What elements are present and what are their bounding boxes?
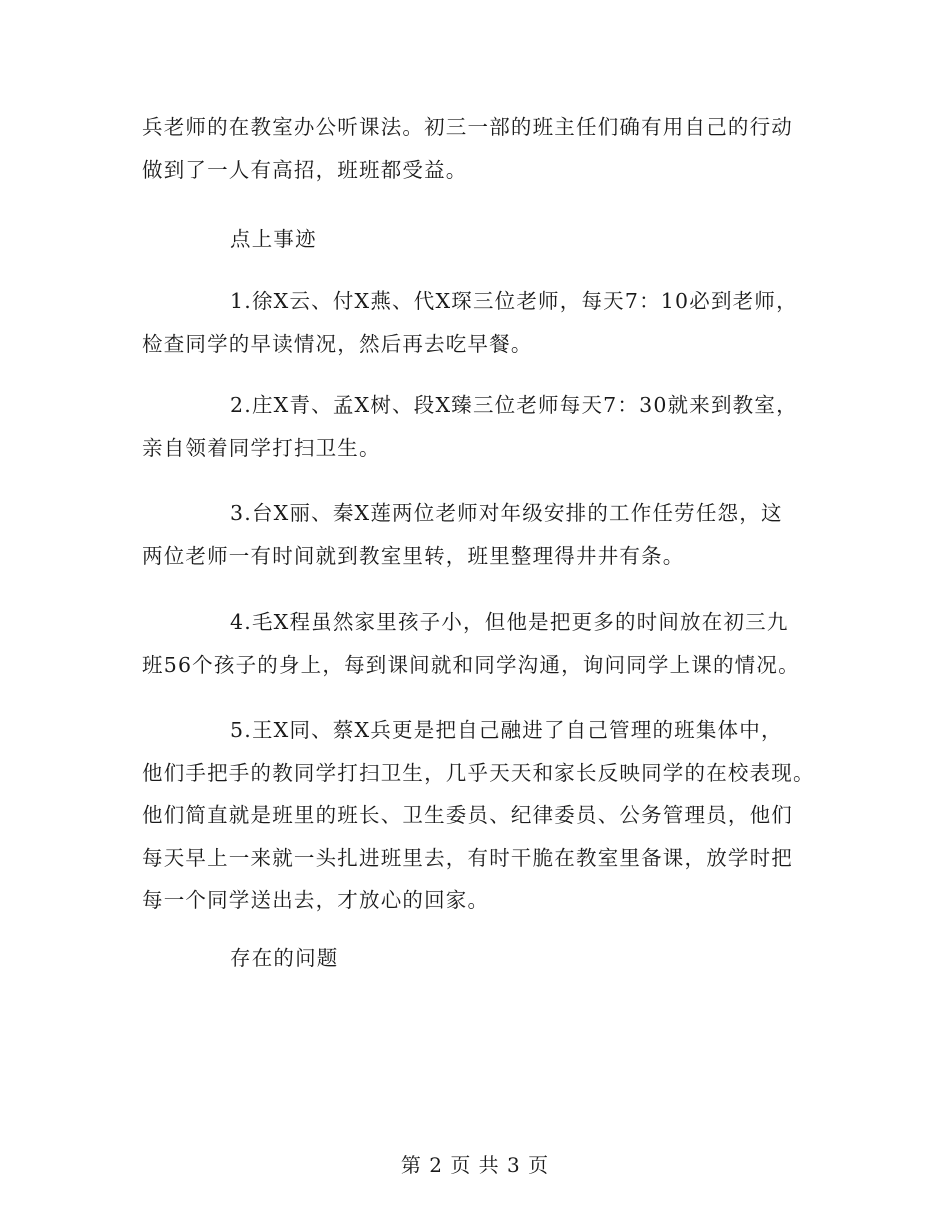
list-item-line: 每天早上一来就一头扎进班里去，有时干脆在教室里备课，放学时把 — [142, 846, 793, 870]
list-item-line: 每一个同学送出去，才放心的回家。 — [142, 888, 490, 912]
list-item-line: 3.台X丽、秦X莲两位老师对年级安排的工作任劳任怨，这 — [230, 501, 783, 525]
page-number-footer: 第 2 页 共 3 页 — [400, 1153, 550, 1177]
list-item-line: 亲自领着同学打扫卫生。 — [142, 436, 381, 460]
list-item-line: 4.毛X程虽然家里孩子小，但他是把更多的时间放在初三九 — [230, 610, 789, 634]
list-item-line: 5.王X同、蔡X兵更是把自己融进了自己管理的班集体中， — [230, 718, 783, 742]
paragraph-line: 兵老师的在教室办公听课法。初三一部的班主任们确有用自己的行动 — [142, 115, 793, 139]
list-item-line: 他们手把手的教同学打扫卫生，几乎天天和家长反映同学的在校表现。 — [142, 761, 815, 785]
list-item-line: 他们简直就是班里的班长、卫生委员、纪律委员、公务管理员，他们 — [142, 803, 793, 827]
paragraph-line: 做到了一人有高招，班班都受益。 — [142, 158, 468, 182]
list-item-line: 班56个孩子的身上，每到课间就和同学沟通，询问同学上课的情况。 — [142, 653, 800, 677]
list-item-line: 1.徐X云、付X燕、代X琛三位老师，每天7：10必到老师， — [230, 289, 798, 313]
section-heading: 点上事迹 — [230, 227, 317, 251]
list-item-line: 2.庄X青、孟X树、段X臻三位老师每天7：30就来到教室， — [230, 393, 798, 417]
section-heading: 存在的问题 — [230, 946, 339, 970]
list-item-line: 检查同学的早读情况，然后再去吃早餐。 — [142, 332, 533, 356]
list-item-line: 两位老师一有时间就到教室里转，班里整理得井井有条。 — [142, 544, 685, 568]
